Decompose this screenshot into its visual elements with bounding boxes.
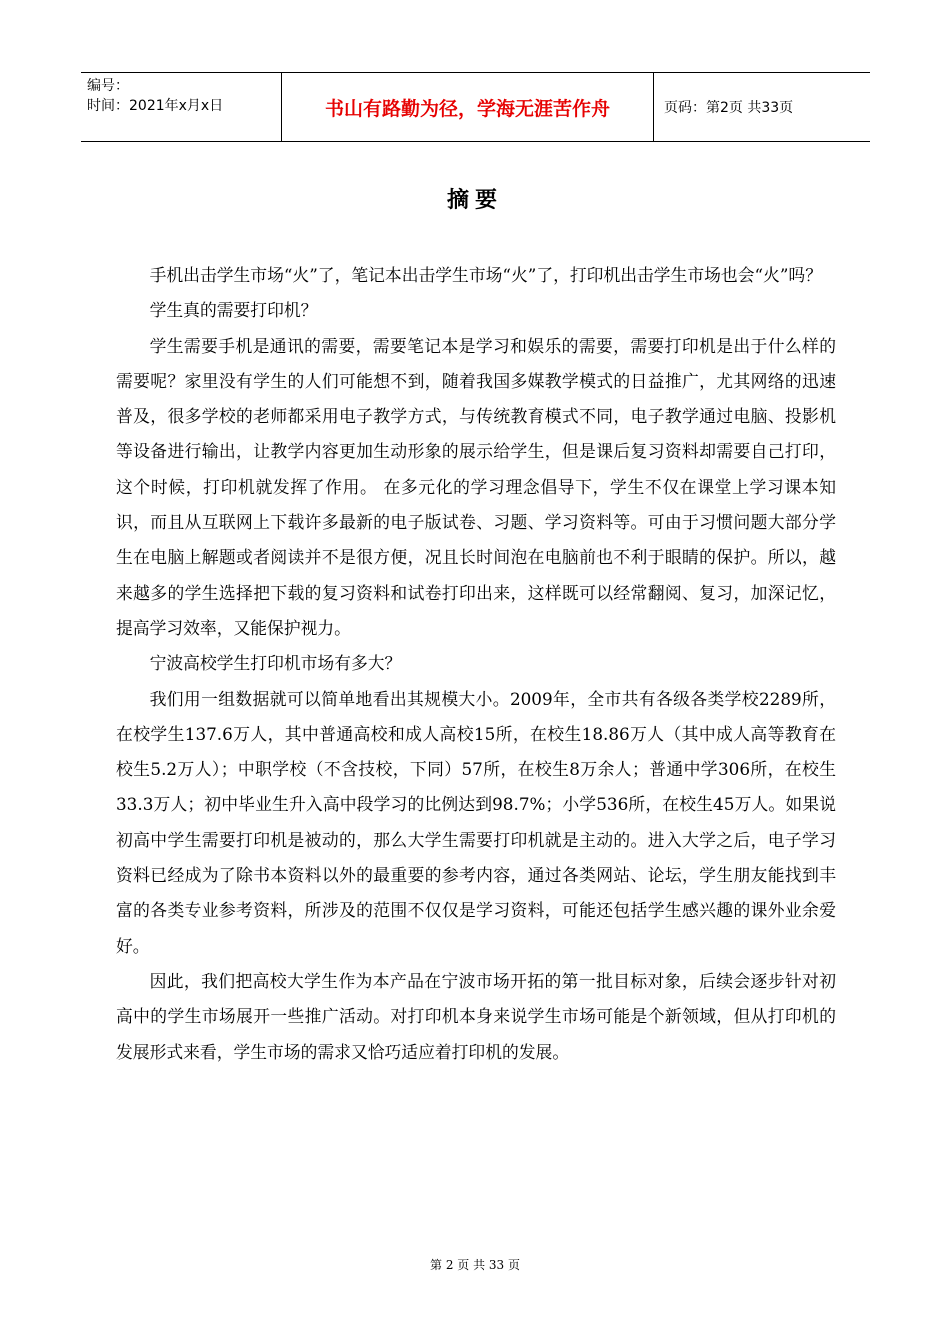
page-info: 页码：第2页 共33页 bbox=[664, 100, 794, 116]
motto-text: 书山有路勤为径，学海无涯苦作舟 bbox=[324, 97, 610, 120]
number-label: 编号： bbox=[87, 78, 129, 94]
header-motto-cell bbox=[282, 73, 654, 141]
paragraph: 手机出击学生市场“火”了，笔记本出击学生市场“火”了，打印机出击学生市场也会“火”吗？ bbox=[149, 265, 822, 285]
time-label: 时间：2021年x月x日 bbox=[87, 98, 224, 114]
header-meta-cell bbox=[81, 73, 282, 141]
header-page-cell bbox=[654, 73, 870, 141]
paragraph: 学生需要手机是通讯的需要，需要笔记本是学习和娱乐的需要，需要打印机是出于什么样的需要呢？家里没有学生的人们可能想不到，随着我国多媒教学模式的日益推广，尤其网络的迅速普及，很多学校的老师都采用电子教学方式，与传统教育模式不同，电子教学通过电脑、投影机等设备进行输出，让教学内容更加生动形象的展示给学生，但是课后复习资料却需要自己打印，这个时候，打印机就发挥了作用。 在多元化的学习理念倡导下，学生不仅在课堂上学习课本知识，而且从互联网上下载许多最新的电子版试卷、习题、学习资料等。可由于习惯问题大部分学生在电脑上解题或者阅读并不是很方便，况且长时间泡在电脑前也不利于眼睛的保护。所以，越来越多的学生选择把下载的复习资料和试卷打印出来，这样既可以经常翻阅、复习，加深记忆，提高学习效率，又能保护视力。 bbox=[116, 335, 836, 638]
page-title: 摘要 bbox=[446, 188, 503, 213]
header-table bbox=[81, 72, 870, 142]
paragraph: 宁波高校学生打印机市场有多大？ bbox=[149, 653, 402, 674]
paragraph: 我们用一组数据就可以简单地看出其规模大小。2009年，全市共有各级各类学校2289所，在校学生137.6万人，其中普通高校和成人高校15所，在校生18.86万人（其中成人高等教育在校生5.2万人）；中职学校（不含技校，下同）57所，在校生8万余人；普通中学306所，在校生33.3万人；初中毕业生升入高中段学习的比例达到98.7%；小学536所，在校生45万人。如果说初高中学生需要打印机是被动的，那么大学生需要打印机就是主动的。进入大学之后，电子学习资料已经成为了除书本资料以外的最重要的参考内容，通过各类网站、论坛，学生朋友能找到丰富的各类专业参考资料，所涉及的范围不仅仅是学习资料，可能还包括学生感兴趣的课外业余爱好。 bbox=[116, 688, 836, 956]
paragraph: 因此，我们把高校大学生作为本产品在宁波市场开拓的第一批目标对象，后续会逐步针对初高中的学生市场展开一些推广活动。对打印机本身来说学生市场可能是个新领域，但从打印机的发展形式来看，学生市场的需求又恰巧适应着打印机的发展。 bbox=[116, 970, 836, 1062]
body-text bbox=[116, 258, 836, 1070]
paragraph: 学生真的需要打印机？ bbox=[149, 300, 318, 321]
page-footer: 第 2 页 共 33 页 bbox=[430, 1258, 520, 1272]
